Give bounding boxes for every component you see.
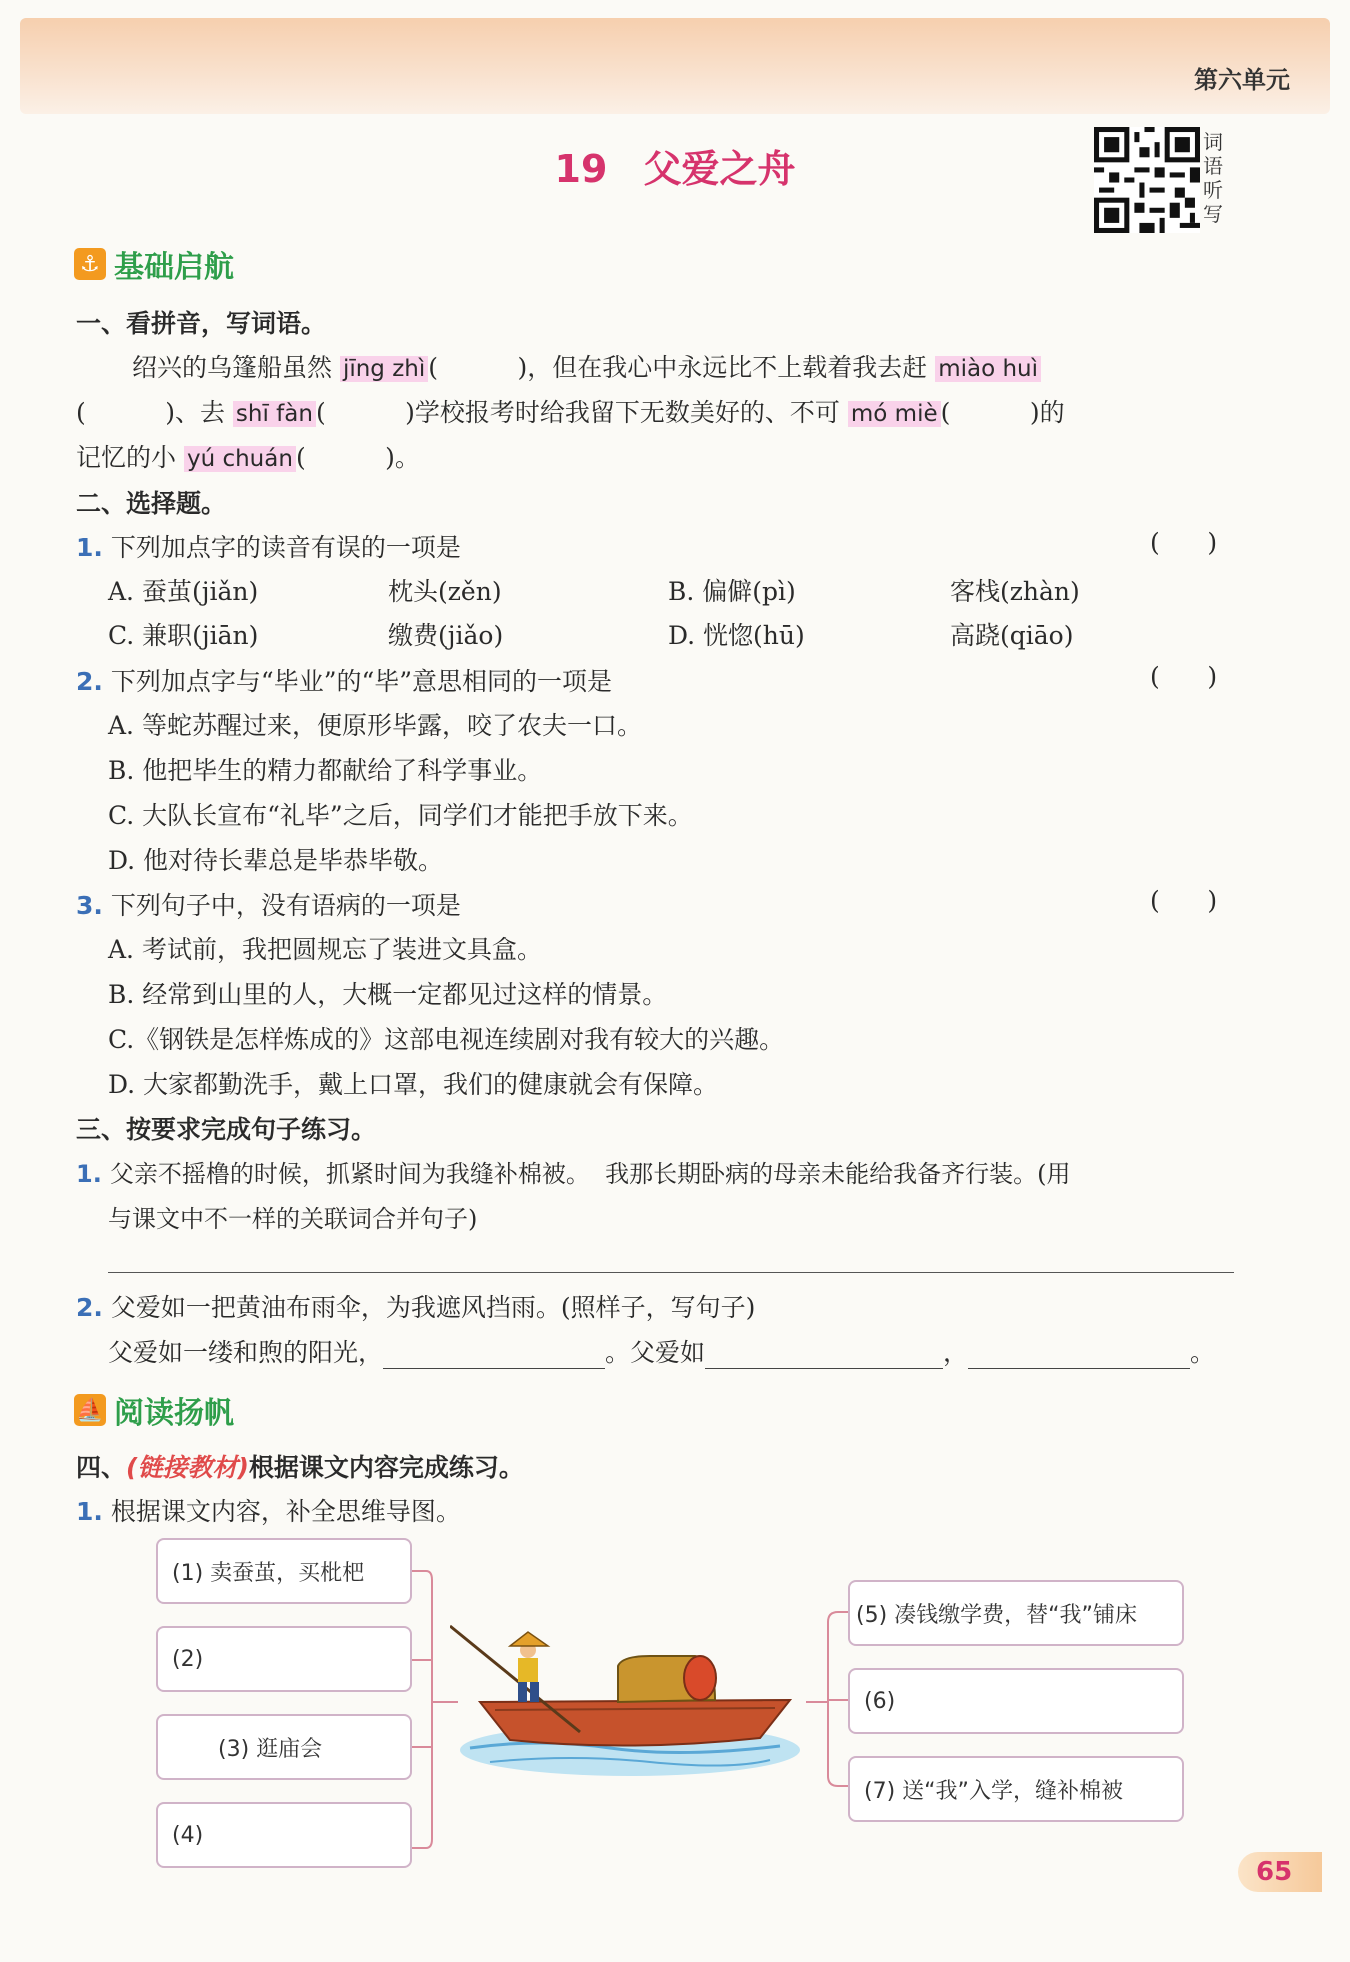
part2-heading: 二、选择题。 [76, 489, 227, 518]
pinyin-highlight: shī fàn [233, 401, 316, 427]
text-segment: 绍兴的乌篷船虽然 [132, 353, 340, 382]
option-d2: 高跷(qiāo) [950, 621, 1074, 650]
mindmap-box-3: (3) 逛庙会 [156, 1714, 412, 1780]
option-c: C.《钢铁是怎样炼成的》这部电视连续剧对我有较大的兴趣。 [108, 1025, 785, 1054]
option-a: A. 等蛇苏醒过来，便原形毕露，咬了农夫一口。 [108, 711, 642, 740]
option-b: B. 偏僻(pì) [668, 577, 796, 606]
text-segment: 记忆的小 [76, 443, 184, 472]
mindmap-box-6[interactable]: (6) [848, 1668, 1184, 1734]
option-d: D. 他对待长辈总是毕恭毕敬。 [108, 846, 444, 875]
option-c: C. 大队长宣布“礼毕”之后，同学们才能把手放下来。 [108, 801, 693, 830]
option-d: D. 恍惚(hū) [668, 621, 805, 650]
heading-text: 根据课文内容完成练习。 [248, 1453, 524, 1482]
option-a: A. 考试前，我把圆规忘了装进文具盒。 [108, 935, 542, 964]
text-segment: ( )，但在我心中永远比不上载着我去赶 [428, 353, 936, 382]
answer-paren[interactable]: ( ) [1150, 528, 1218, 557]
option-b: B. 他把毕生的精力都献给了科学事业。 [108, 756, 543, 785]
option-b2: 客栈(zhàn) [950, 577, 1080, 606]
question-text: 下列加点字与“毕业”的“毕”意思相同的一项是 [110, 667, 613, 696]
text-segment: ( )。 [295, 443, 420, 472]
text-segment: 父爱如一缕和煦的阳光， [108, 1338, 384, 1367]
question-text: 根据课文内容，补全思维导图。 [110, 1497, 461, 1526]
pinyin-highlight: jīng zhì [340, 356, 428, 382]
anchor-icon: ⚓ [74, 248, 106, 280]
text-segment: ， [943, 1338, 969, 1367]
option-d: D. 大家都勤洗手，戴上口罩，我们的健康就会有保障。 [108, 1070, 719, 1099]
option-a: A. 蚕茧(jiǎn) [108, 577, 259, 606]
option-b: B. 经常到山里的人，大概一定都见过这样的情景。 [108, 980, 668, 1009]
text-segment: ( )的 [940, 398, 1065, 427]
question-number: 2. [76, 667, 103, 696]
qr-label: 词语听写 [1203, 130, 1223, 226]
question-number: 3. [76, 891, 103, 920]
text-segment: 。父爱如 [605, 1338, 706, 1367]
text-segment: 。 [1190, 1338, 1216, 1367]
text-segment: ( )学校报考时给我留下无数美好的、不可 [315, 398, 848, 427]
heading-prefix: 四、 [76, 1453, 127, 1482]
question-number: 1. [76, 1160, 102, 1188]
mindmap-box-2[interactable]: (2) [156, 1626, 412, 1692]
part3-heading: 三、按要求完成句子练习。 [76, 1115, 377, 1144]
answer-paren[interactable]: ( ) [1150, 662, 1218, 691]
option-c: C. 兼职(jiān) [108, 621, 259, 650]
pinyin-highlight: yú chuán [184, 446, 296, 472]
part1-heading: 一、看拼音，写词语。 [76, 309, 327, 338]
question-number: 2. [76, 1293, 103, 1322]
mindmap-box-1: (1) 卖蚕茧，买枇杷 [156, 1538, 412, 1604]
mindmap-box-5: (5) 凑钱缴学费，替“我”铺床 [848, 1580, 1184, 1646]
part3-q1-line2: 与课文中不一样的关联词合并句子) [108, 1205, 478, 1233]
lesson-number: 19 [554, 147, 608, 191]
section-basic-title: 基础启航 [114, 250, 234, 285]
answer-paren[interactable]: ( ) [1150, 886, 1218, 915]
question-text: 下列加点字的读音有误的一项是 [110, 533, 461, 562]
section-reading-title: 阅读扬帆 [114, 1396, 234, 1431]
unit-label: 第六单元 [1194, 66, 1290, 94]
question-text: 下列句子中，没有语病的一项是 [110, 891, 461, 920]
mindmap-box-4[interactable]: (4) [156, 1802, 412, 1868]
text-segment: ( )、去 [76, 398, 233, 427]
sail-icon: ⛵ [74, 1394, 106, 1426]
option-a2: 枕头(zěn) [388, 577, 502, 606]
page-number: 65 [1238, 1852, 1322, 1892]
boat-illustration [450, 1620, 810, 1800]
pinyin-highlight: mó miè [848, 401, 941, 427]
lesson-title-text: 父爱之舟 [643, 147, 796, 191]
mindmap-box-7: (7) 送“我”入学，缝补棉被 [848, 1756, 1184, 1822]
question-number: 1. [76, 1497, 103, 1526]
textbook-link-tag: (链接教材) [126, 1453, 249, 1482]
question-number: 1. [76, 533, 103, 562]
option-c2: 缴费(jiǎo) [388, 621, 504, 650]
question-text: 父亲不摇橹的时候，抓紧时间为我缝补棉被。 我那长期卧病的母亲未能给我备齐行装。(用 [109, 1160, 1071, 1188]
pinyin-highlight: miào huì [935, 356, 1041, 382]
question-text: 父爱如一把黄油布雨伞，为我遮风挡雨。(照样子，写句子) [110, 1293, 756, 1322]
